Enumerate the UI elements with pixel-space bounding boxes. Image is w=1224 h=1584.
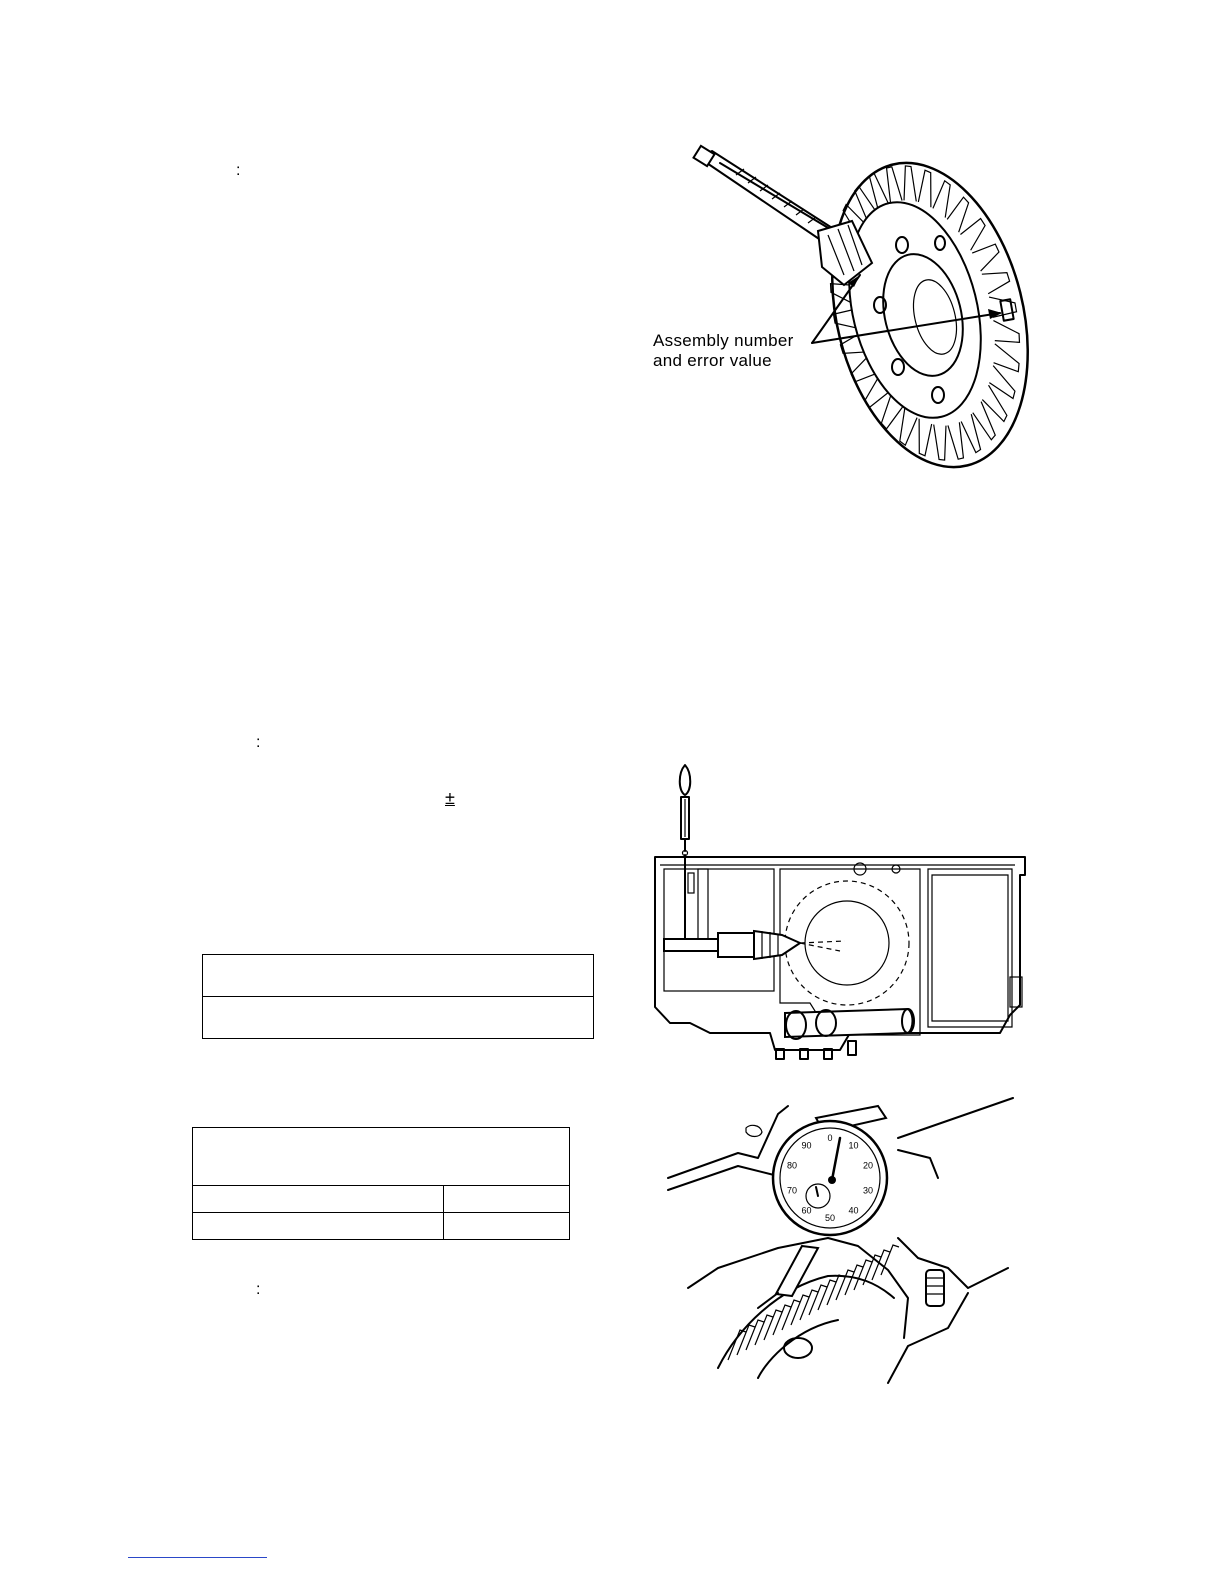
table-header-cell [193, 1128, 570, 1186]
gear-tooth [982, 273, 1010, 294]
table-row [203, 997, 594, 1039]
plus-minus-symbol: ± [445, 788, 455, 808]
gear-tooth [948, 422, 964, 459]
gear-tooth [887, 167, 903, 204]
table-row [203, 955, 594, 997]
table-cell [444, 1186, 570, 1213]
colon-3: : [256, 1281, 261, 1298]
dial-indicator-figure [668, 1098, 1013, 1383]
dial-number: 60 [801, 1205, 812, 1216]
table-cell [203, 955, 594, 997]
colon-2: : [256, 734, 261, 751]
callout-line-1: Assembly number [653, 331, 794, 350]
table-row [193, 1186, 570, 1213]
gear-tooth [919, 419, 932, 456]
callout-line-2: and error value [653, 351, 772, 370]
gear-tooth [972, 244, 999, 271]
table-header-row [193, 1128, 570, 1186]
table-row [193, 1213, 570, 1240]
dial-number: 50 [824, 1213, 836, 1223]
transaxle-case-pinion-depth-icon [650, 765, 1030, 1065]
gear-tooth [933, 181, 950, 218]
dial-number: 70 [786, 1185, 797, 1196]
table-cell [193, 1213, 444, 1240]
ring-and-pinion-gear-icon [640, 135, 1040, 485]
footer-rule [128, 1557, 267, 1558]
transaxle-case-figure [650, 765, 1030, 1065]
dial-number: 30 [863, 1185, 874, 1196]
dial-number: 40 [848, 1205, 859, 1216]
dial-number: 0 [827, 1133, 833, 1143]
gear-tooth [918, 170, 931, 207]
gear-tooth [934, 425, 946, 460]
dial-number: 80 [786, 1160, 797, 1171]
gear-tooth [993, 321, 1019, 343]
gear-tooth [994, 344, 1019, 372]
gear-tooth [960, 219, 985, 251]
spec-table-1 [202, 954, 594, 1039]
table-cell [444, 1213, 570, 1240]
gear-tooth [947, 197, 968, 232]
dial-number: 90 [801, 1140, 812, 1151]
spec-table-2 [192, 1127, 570, 1240]
gear-tooth [904, 166, 916, 201]
table-cell [193, 1186, 444, 1213]
ring-and-pinion-gear-figure [640, 135, 1040, 485]
table-cell [203, 997, 594, 1039]
gear-tooth [982, 385, 1007, 421]
colon-1: : [236, 162, 241, 179]
dial-number: 20 [863, 1160, 874, 1171]
dial-indicator-backlash-icon [668, 1098, 1013, 1383]
dial-number: 10 [848, 1140, 859, 1151]
